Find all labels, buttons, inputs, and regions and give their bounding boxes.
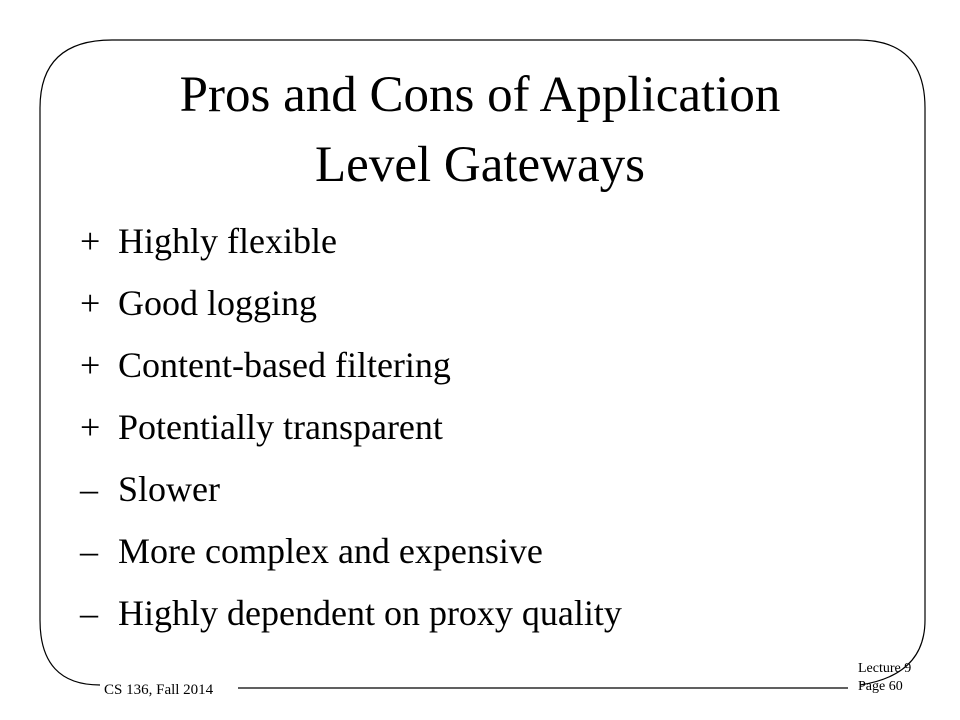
footer-page-number: Page 60	[858, 679, 903, 694]
bullet-item	[80, 215, 622, 277]
footer-course: CS 136, Fall 2014	[104, 682, 214, 698]
bullet-item	[80, 277, 622, 339]
bullet-list	[80, 215, 622, 649]
plus-marker: +	[80, 407, 101, 447]
title-line-2: Level Gateways	[315, 137, 645, 193]
title-line-1: Pros and Cons of Application	[179, 67, 781, 123]
bullet-text: Content-based filtering	[118, 345, 451, 385]
footer-lecture: Lecture 9	[858, 661, 912, 676]
minus-marker: –	[80, 593, 98, 633]
bullet-text: Slower	[118, 469, 220, 509]
bullet-text: More complex and expensive	[118, 531, 543, 571]
bullet-text: Highly dependent on proxy quality	[118, 593, 622, 633]
bullet-item	[80, 339, 622, 401]
plus-marker: +	[80, 345, 101, 385]
bullet-item	[80, 587, 622, 649]
plus-marker: +	[80, 221, 101, 261]
bullet-item	[80, 525, 622, 587]
plus-marker: +	[80, 283, 101, 323]
bullet-text: Potentially transparent	[118, 407, 443, 447]
bullet-text: Good logging	[118, 283, 318, 323]
slide-title	[60, 60, 900, 200]
bullet-text: Highly flexible	[118, 221, 337, 261]
bullet-item	[80, 401, 622, 463]
minus-marker: –	[80, 469, 98, 509]
bullet-item	[80, 463, 622, 525]
minus-marker: –	[80, 531, 98, 571]
footer-page-info	[858, 660, 911, 696]
